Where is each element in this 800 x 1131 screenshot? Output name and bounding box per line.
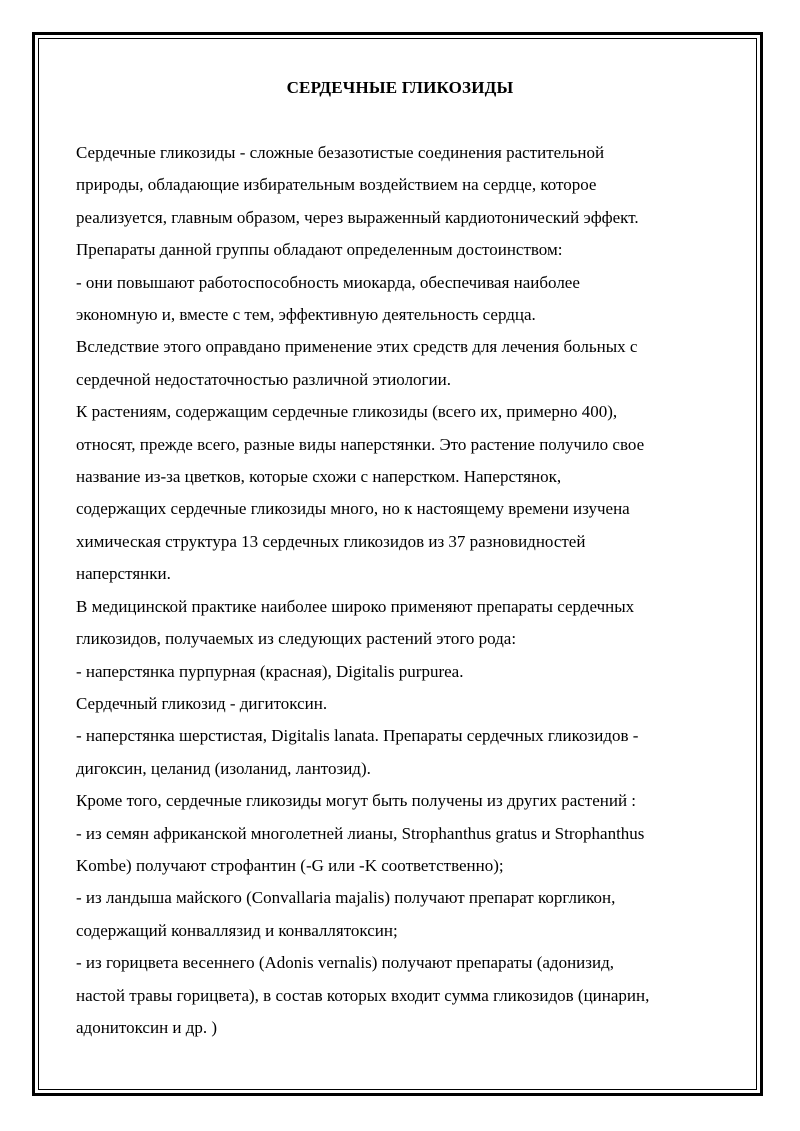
text-line: настой травы горицвета), в состав которых входит сумма гликозидов (цинарин, [76,985,650,1005]
text-line: Вследствие этого оправдано применение этих средств для лечения больных с [76,337,638,357]
text-line: содержащих сердечные гликозиды много, но к настоящему времени изучена [76,499,630,519]
text-line: - наперстянка шерстистая, Digitalis lanata. Препараты сердечных гликозидов - [76,726,639,746]
text-line: - они повышают работоспособность миокарда, обеспечивая наиболее [76,272,580,292]
text-line: - из ландыша майского (Convallaria majalis) получают препарат коргликон, [76,888,616,908]
text-line: - из горицвета весеннего (Adonis vernalis) получают препараты (адонизид, [76,953,614,973]
text-line: Сердечный гликозид - дигитоксин. [76,693,328,713]
text-line: К растениям, содержащим сердечные гликозиды (всего их, примерно 400), [76,402,618,422]
text-line: адонитоксин и др. ) [76,1017,218,1037]
text-line: Kombe) получают строфантин (-G или -K соответственно); [76,855,504,875]
text-line: Препараты данной группы обладают определенным достоинством: [76,240,563,260]
text-line: гликозидов, получаемых из следующих растений этого рода: [76,629,517,649]
text-line: экономную и, вместе с тем, эффективную деятельность сердца. [76,305,536,325]
text-line: Кроме того, сердечные гликозиды могут быть получены из других растений : [76,791,637,811]
text-line: содержащий конваллязид и конваллятоксин; [76,920,398,940]
text-line: наперстянки. [76,564,171,584]
text-line: относят, прежде всего, разные виды наперстянки. Это растение получило свое [76,434,645,454]
text-line: природы, обладающие избирательным воздействием на сердце, которое [76,175,597,195]
page-title: СЕРДЕЧНЫЕ ГЛИКОЗИДЫ [286,78,514,97]
text-line: дигоксин, целанид (изоланид, лантозид). [76,758,371,778]
document-body [76,137,726,1044]
text-line: - наперстянка пурпурная (красная), Digitalis purpurea. [76,661,464,681]
text-line: реализуется, главным образом, через выраженный кардиотонический эффект. [76,207,639,227]
text-line: Сердечные гликозиды - сложные безазотистые соединения растительной [76,143,605,162]
text-line: название из-за цветков, которые схожи с наперстком. Наперстянок, [76,467,562,487]
text-line: химическая структура 13 сердечных гликозидов из 37 разновидностей [76,531,586,551]
text-line: В медицинской практике наиболее широко применяют препараты сердечных [76,596,635,616]
text-line: сердечной недостаточностью различной этиологии. [76,369,451,389]
text-line: - из семян африканской многолетней лианы, Strophanthus gratus и Strophanthus [76,823,645,843]
